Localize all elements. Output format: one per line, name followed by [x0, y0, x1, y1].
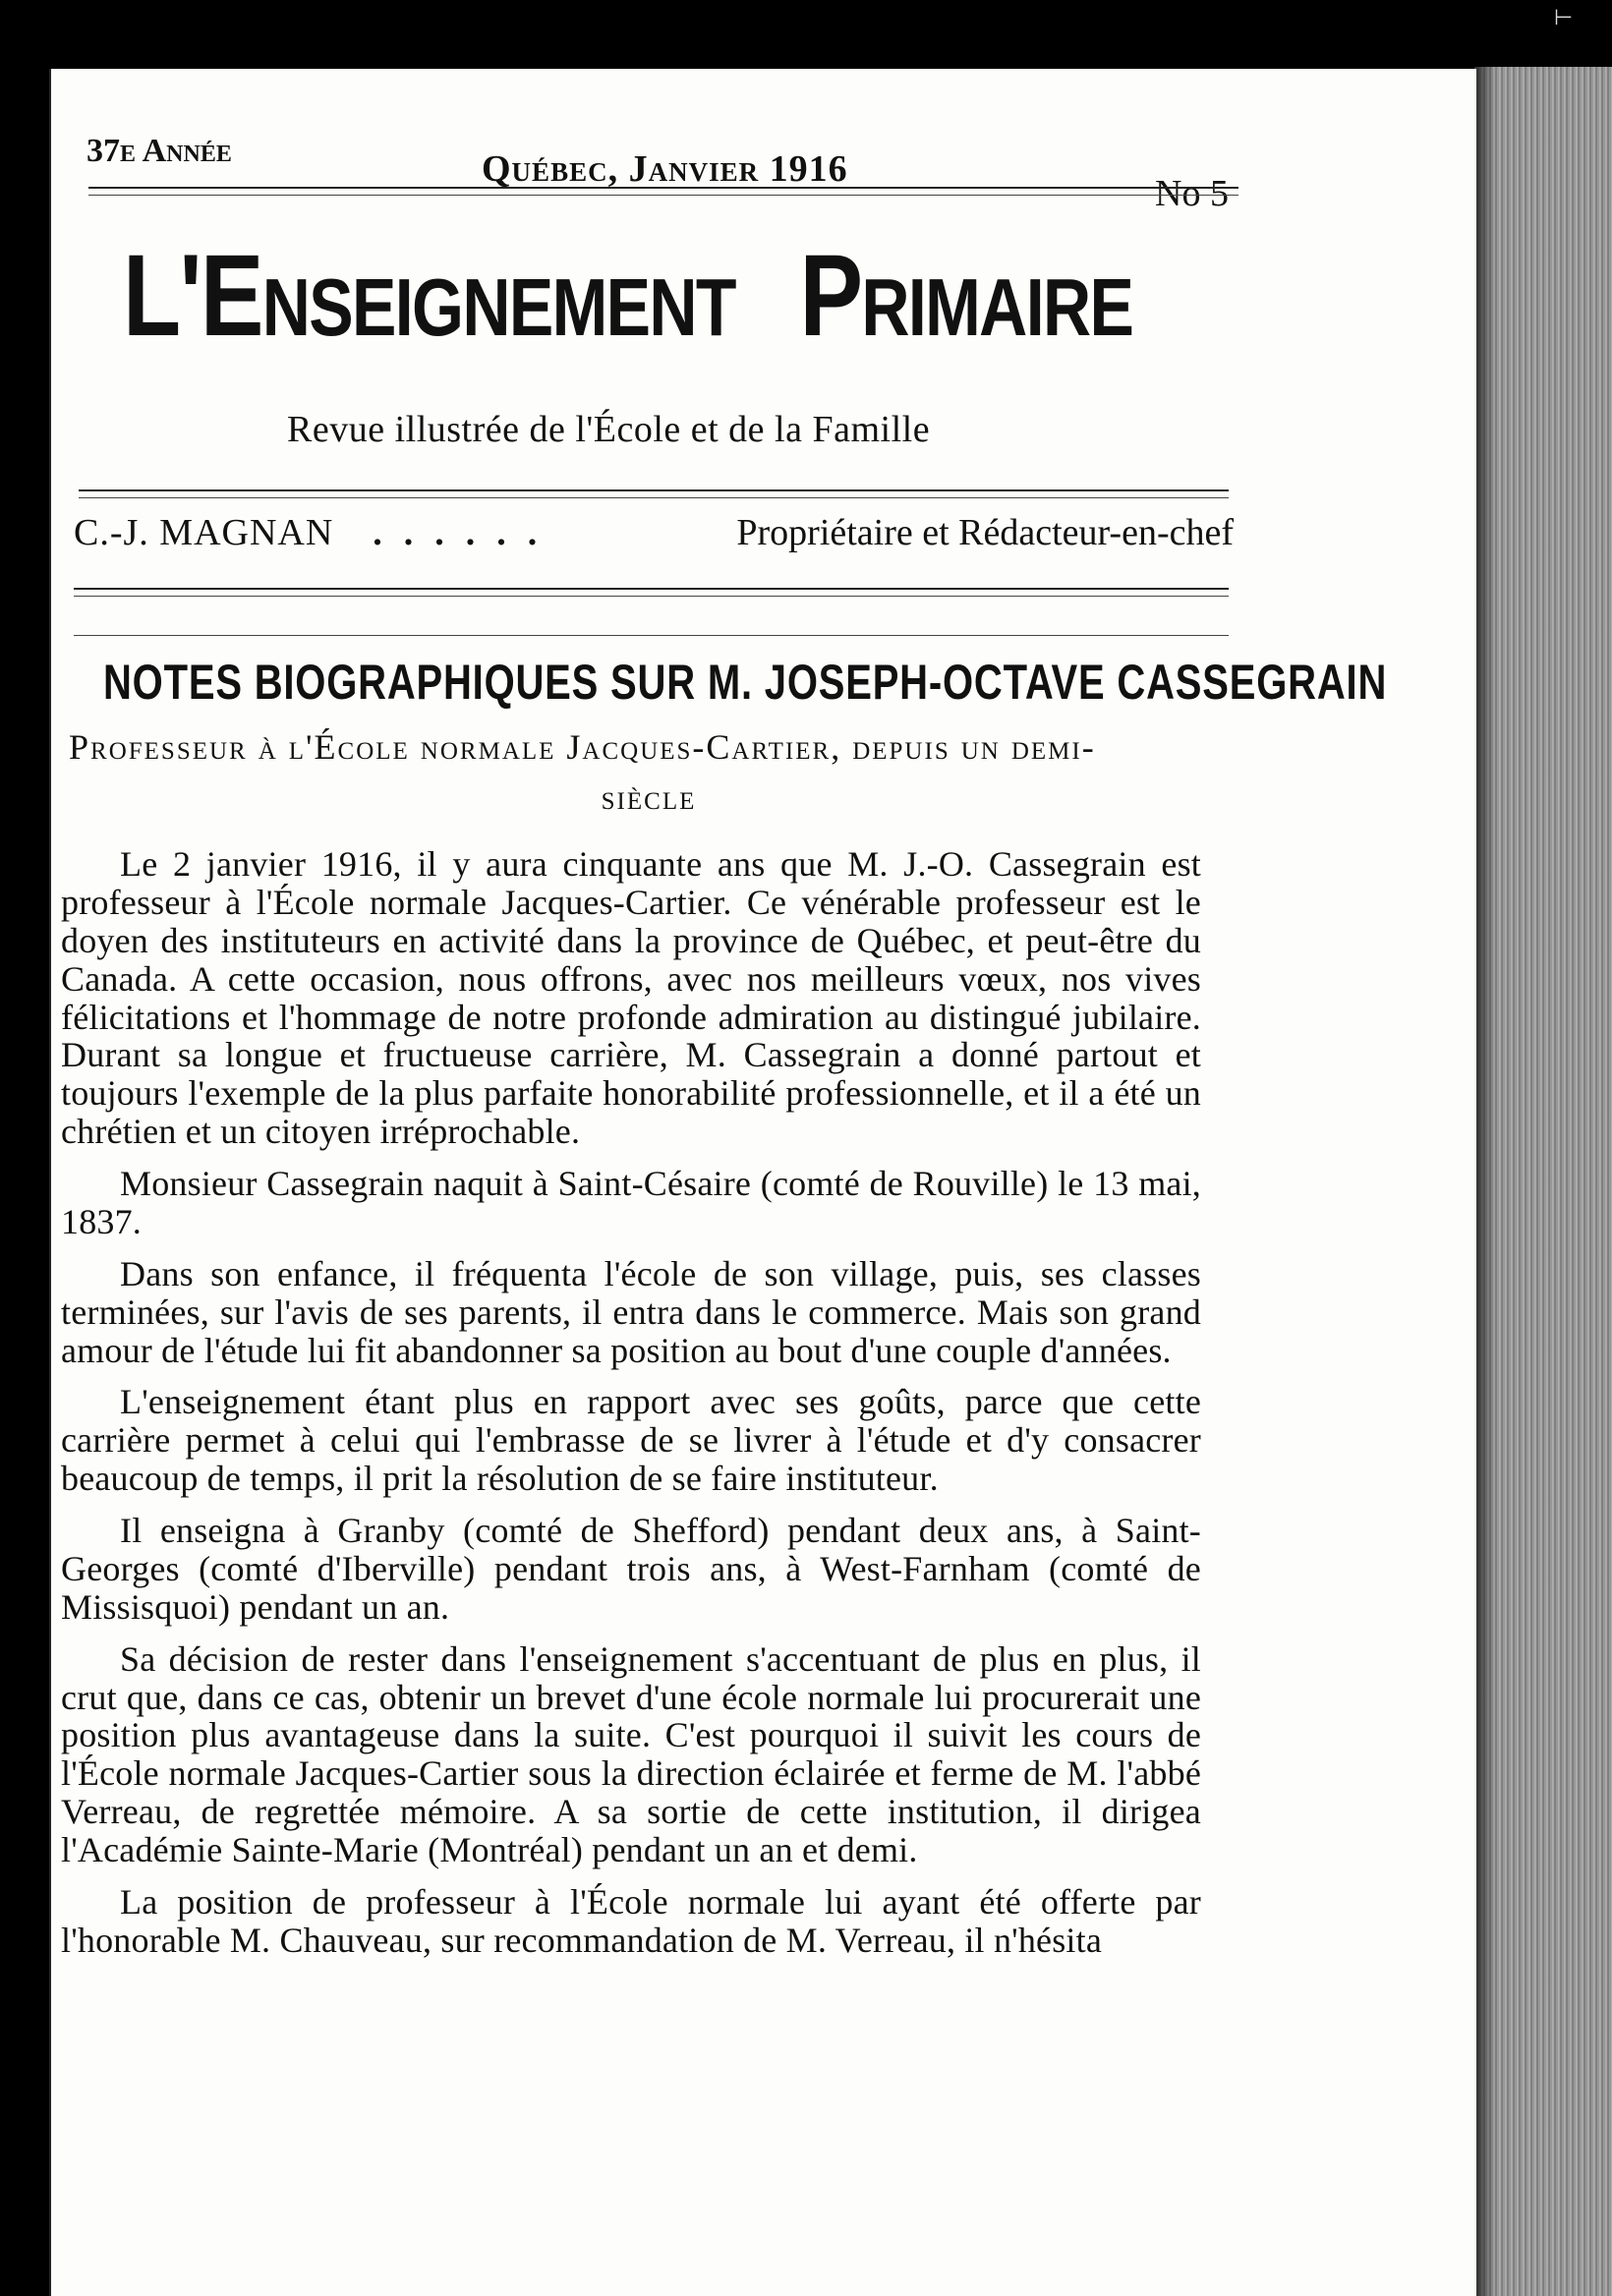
article-paragraph: Dans son enfance, il fréquenta l'école de son village, puis, ses classes terminées, sur l'avis de ses parents, il entra dans le commerce. Mais son grand amour de l'étude lui fit abandonner sa position au bout d'une couple d'années. [61, 1253, 1201, 1370]
masthead-subtitle: Revue illustrée de l'École et de la Famille [287, 409, 931, 450]
year-label: 37e Année [86, 133, 232, 169]
proprietor-line [74, 511, 1234, 554]
issue-number: No 5 [1155, 173, 1229, 214]
article-paragraph: L'enseignement étant plus en rapport avec ses goûts, parce que cette carrière permet à celui qui l'embrasse de se livrer à l'étude et d'y consacrer beaucoup de temps, il prit la résolution de se faire instituteur. [61, 1382, 1201, 1499]
article-paragraph: Sa décision de rester dans l'enseignement s'accentuant de plus en plus, il crut que, dans ce cas, obtenir un brevet d'une école normale lui procurerait une position plus avantageuse dans la suite. C'est pourquoi il suivit les cours de l'École normale Jacques-Cartier sous la direction éclairée et ferme de M. l'abbé Verreau, de regrettée mémoire. A sa sortie de cette institution, il dirigea l'Académie Sainte-Marie (Montréal) pendant un an et demi. [61, 1638, 1201, 1869]
scan-corner-mark: ⊢ [1553, 6, 1573, 30]
article-paragraph: La position de professeur à l'École normale lui ayant été offerte par l'honorable M. Chauveau, sur recommandation de M. Verreau, il n'hésita [61, 1881, 1201, 1960]
article-title: NOTES BIOGRAPHIQUES SUR M. JOSEPH-OCTAVE CASSEGRAIN [103, 655, 1388, 710]
proprietor-name: C.-J. MAGNAN [74, 512, 334, 553]
article-subtitle [69, 722, 1229, 823]
proprietor-rule [74, 588, 1229, 590]
header-rule-top-thin [88, 195, 1238, 196]
dateline: Québec, Janvier 1916 [482, 148, 848, 190]
masthead-rule-thin [79, 497, 1229, 498]
proprietor-dots: ...... [373, 512, 559, 553]
article-paragraph: Monsieur Cassegrain naquit à Saint-Césaire (comté de Rouville) le 13 mai, 1837. [61, 1164, 1201, 1241]
masthead-title-part1: L'Enseignement [123, 231, 735, 361]
masthead-title [123, 231, 1133, 361]
masthead-rule [79, 489, 1229, 491]
masthead-title-part2: Primaire [799, 231, 1133, 361]
article-paragraph: Le 2 janvier 1916, il y aura cinquante ans que M. J.-O. Cassegrain est professeur à l'École normale Jacques-Cartier. Ce vénérable professeur est le doyen des instituteurs en activité dans la province de Québec, et peut-être du Canada. A cette occasion, nous offrons, avec nos meilleurs vœux, nos vives félicitations et l'hommage de notre profonde admiration au distingué jubilaire. Durant sa longue et fructueuse carrière, M. Cassegrain a donné partout et toujours l'exemple de la plus parfaite honorabilité professionnelle, et il a été un chrétien et un citoyen irréprochable. [61, 844, 1201, 1152]
header-rule-top [88, 187, 1238, 189]
article-subtitle-line2: siècle [601, 777, 697, 818]
article-body [61, 845, 1201, 1974]
article-subtitle-line1: Professeur à l'École normale Jacques-Cartier, depuis un demi- [69, 727, 1096, 767]
proprietor-rule-thin [74, 596, 1229, 597]
article-paragraph: Il enseigna à Granby (comté de Shefford) pendant deux ans, à Saint-Georges (comté d'Iberville) pendant trois ans, à West-Farnham (comté de Missisquoi) pendant un an. [61, 1511, 1201, 1627]
proprietor-role: Propriétaire et Rédacteur-en-chef [736, 512, 1234, 553]
page-gutter-shadow [1474, 67, 1496, 2296]
proprietor-rule-thin-2 [74, 635, 1229, 636]
